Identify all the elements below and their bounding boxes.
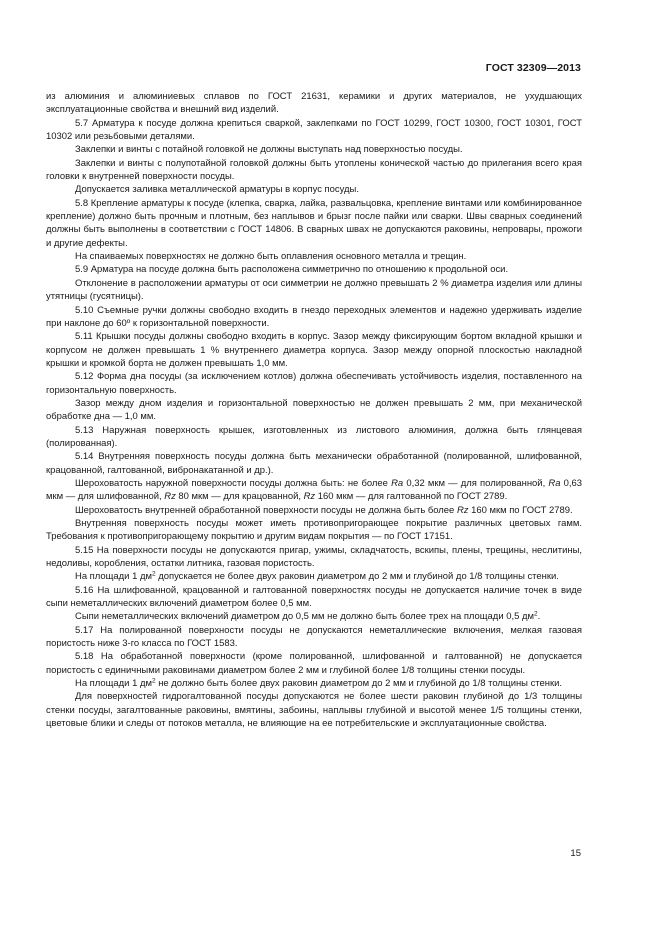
text-run: 0,63 мкм — для шлифованной, <box>46 477 582 503</box>
text-run: Шероховатость наружной поверхности посуды должна быть: не более <box>75 477 392 489</box>
paragraph-5-10: 5.10 Съемные ручки должны свободно входить в гнездо переходных элементов и надежно удерживать изделие при наклоне до 60º к горизонтальной поверхности. <box>46 304 582 329</box>
text-run: На площади 1 дм <box>75 678 152 690</box>
text-run: допускается не более двух раковин диаметром до 2 мм и глубиной до 1/8 толщины стенки. <box>155 571 559 583</box>
text-run: Шероховатость внутренней обработанной поверхности посуды не должна быть более <box>75 504 457 516</box>
paragraph-5-14: 5.14 Внутренняя поверхность посуды должна быть механически обработанной (полированной, шлифованной, крацованной, галтованной, вибронакатанной и др.). <box>46 451 582 476</box>
paragraph-5-8: 5.8 Крепление арматуры к посуде (клепка, сварка, лайка, развальцовка, крепление винтами или комбинированное крепление) должно быть прочным и плотным, без наплывов и брызг после пайки или сварки. Швы сварных соединений должны быть выполнены в соответствии с ГОСТ 14806. В сварных швах не допускаются раковины, непровары, прожоги и другие дефекты. <box>46 197 582 249</box>
text-run: 160 мкм по ГОСТ 2789. <box>468 504 573 516</box>
text-run: . <box>537 611 541 623</box>
superscript: 2 <box>533 610 538 618</box>
document-header: ГОСТ 32309—2013 <box>485 62 581 74</box>
paragraph: Зазор между дном изделия и горизонтальной поверхностью не должен превышать 2 мм, при механической обработке дна — 1,0 мм. <box>46 397 582 423</box>
paragraph-5-11: 5.11 Крышки посуды должны свободно входить в корпус. Зазор между фиксирующим бортом вкладной крышки и корпусом не должен превышать 1 % внутреннего диаметра корпуса. Зазор между опорной плоскостью накладной крышки и кромкой борта не должен превышать 1,0 мм. <box>46 331 582 369</box>
paragraph-5-15: 5.15 На поверхности посуды не допускаются пригар, ужимы, складчатость, вскипы, плены, трещины, неслитины, недоливы, коробления, остатки литника, газовая пористость. <box>46 544 582 570</box>
paragraph-continuation: из алюминия и алюминиевых сплавов по ГОСТ 21631, керамики и других материалов, не ухудшающих эксплуатационные свойства и внешний вид изделий. <box>46 91 582 116</box>
text-run: 80 мкм — для крацованной, <box>175 491 304 503</box>
paragraph-5-7: 5.7 Арматура к посуде должна крепиться сваркой, заклепками по ГОСТ 10299, ГОСТ 10300, ГОСТ 10301, ГОСТ 10302 или резьбовыми деталями. <box>46 117 582 143</box>
paragraph <box>46 570 582 583</box>
superscript: 2 <box>151 677 156 685</box>
paragraph-5-12: 5.12 Форма дна посуды (за исключением котлов) должна обеспечивать устойчивость изделия, поставленного на горизонтальную поверхность. <box>46 371 582 396</box>
paragraph: Заклепки и винты с полупотайной головкой должны быть утоплены конической частью до прилегания всего края головки к внутренней поверхности посуды. <box>46 157 582 183</box>
paragraph-5-9: 5.9 Арматура на посуде должна быть расположена симметрично по отношению к продольной оси. <box>75 264 509 276</box>
paragraph-outer-roughness <box>46 477 582 504</box>
roughness-symbol: Rz <box>303 491 316 503</box>
paragraph: Для поверхностей гидрогалтованной посуды допускаются не более шести раковин глубиной до 1/3 толщины стенки посуды, загалтованные раковины, вмятины, забоины, наплывы глубиной и высотой менее 1/5 толщины стенки, цветовые блики и следы от потоков металла, не влияющие на ее потребительские и эксплуатационные свойства. <box>46 691 582 730</box>
paragraph <box>46 610 582 623</box>
paragraph: Отклонение в расположении арматуры от оси симметрии не должно превышать 2 % диаметра изделия или длины утятницы (гусятницы). <box>46 277 582 303</box>
text-run: 0,32 мкм — для полированной, <box>403 477 549 489</box>
paragraph-5-17: 5.17 На полированной поверхности посуды не допускаются неметаллические включения, мелкая газовая пористость ниже 3-го класса по ГОСТ 1583. <box>46 624 582 650</box>
roughness-symbol: Rz <box>456 504 469 516</box>
paragraph: Заклепки и винты с потайной головкой не должны выступать над поверхностью посуды. <box>75 144 463 156</box>
paragraph-5-18: 5.18 На обработанной поверхности (кроме полированной, шлифованной и галтованной) не допускается пористость с единичными раковинами диаметром более 2 мм и глубиной более 1/8 толщины стенки посуды. <box>46 651 582 676</box>
superscript: 2 <box>151 570 156 578</box>
paragraph-5-16: 5.16 На шлифованной, крацованной и галтованной поверхностях посуды не допускается наличие точек в виде сыпи неметаллических включений диаметром более 0,5 мм. <box>46 584 582 610</box>
document-body <box>46 90 582 731</box>
text-run: не должно быть более двух раковин диаметром до 2 мм и глубиной до 1/8 толщины стенки. <box>155 678 563 690</box>
paragraph: Внутренняя поверхность посуды может иметь противопригорающее покрытие различных цветовых гамм. Требования к противопригорающему покрытию и другим видам покрытия — по ГОСТ 17151. <box>46 518 582 543</box>
roughness-symbol: Ra <box>391 477 404 489</box>
roughness-symbol: Rz <box>164 491 176 503</box>
paragraph: На спаиваемых поверхностях не должно быть оплавления основного металла и трещин. <box>75 251 467 263</box>
paragraph: Допускается заливка металлической арматуры в корпус посуды. <box>75 184 359 196</box>
paragraph-5-13: 5.13 Наружная поверхность крышек, изготовленных из листового алюминия, должна быть глянцевая (полированная). <box>46 424 582 449</box>
page-number: 15 <box>570 848 581 859</box>
text-run: Сыпи неметаллических включений диаметром до 0,5 мм не должно быть более трех на площади 0,5 дм <box>75 611 534 623</box>
text-run: На площади 1 дм <box>75 571 152 583</box>
paragraph <box>46 677 582 690</box>
paragraph-inner-roughness <box>46 504 582 517</box>
text-run: 160 мкм — для галтованной по ГОСТ 2789. <box>315 491 508 503</box>
roughness-symbol: Ra <box>548 477 561 489</box>
